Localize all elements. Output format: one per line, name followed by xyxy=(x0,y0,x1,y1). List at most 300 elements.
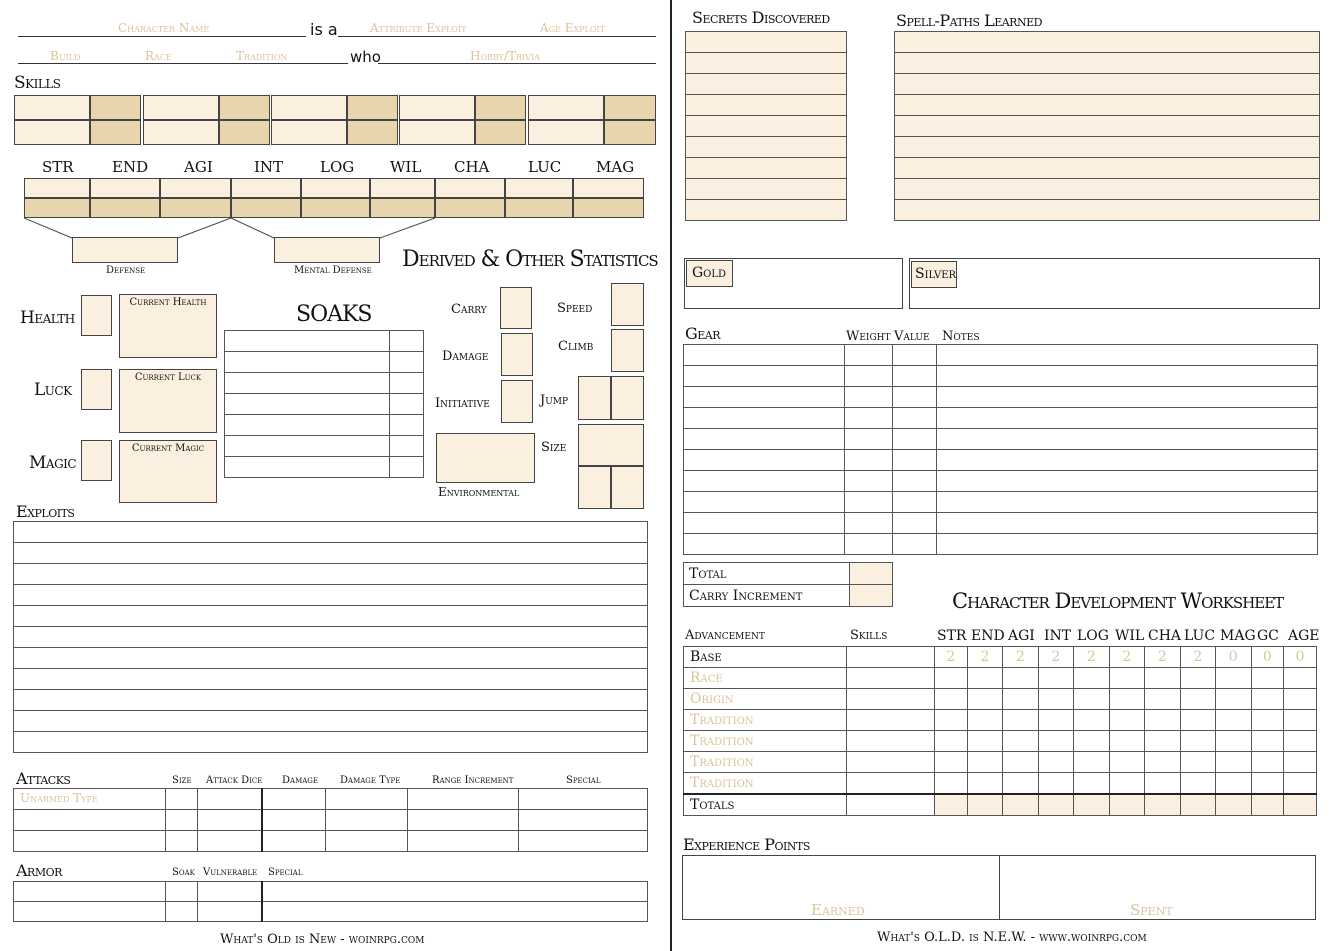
soak-value-cell[interactable] xyxy=(390,415,424,436)
worksheet-attr-cell[interactable] xyxy=(1038,668,1073,689)
worksheet-attr-cell[interactable] xyxy=(1002,731,1038,752)
exploits-table xyxy=(13,521,648,753)
worksheet-row xyxy=(684,752,1317,773)
worksheet-attr-cell[interactable] xyxy=(1073,731,1109,752)
worksheet-attr-cell[interactable] xyxy=(1038,773,1073,794)
worksheet-attr-cell[interactable] xyxy=(1109,773,1144,794)
worksheet-attr-cell[interactable] xyxy=(1109,689,1144,710)
armor-soak-cell[interactable] xyxy=(166,882,198,902)
armor-name-cell[interactable] xyxy=(14,882,166,902)
armor-special-cell[interactable] xyxy=(262,882,648,902)
gear-weight-cell[interactable] xyxy=(845,471,893,492)
exploit-row[interactable] xyxy=(14,564,648,585)
gear-notes-cell[interactable] xyxy=(937,471,1318,492)
worksheet-attr-cell[interactable] xyxy=(1215,668,1251,689)
attr-mod-cell[interactable] xyxy=(160,198,231,218)
attr-cell[interactable] xyxy=(301,178,370,198)
soaks-title: SOAKS xyxy=(296,302,372,327)
worksheet-attr-cell[interactable]: 0 xyxy=(1283,647,1316,668)
worksheet-attr-cell[interactable] xyxy=(1215,752,1251,773)
worksheet-skills-cell[interactable] xyxy=(847,752,935,773)
worksheet-attr-cell[interactable] xyxy=(934,752,967,773)
gear-item-cell[interactable] xyxy=(684,513,845,534)
worksheet-total-cell[interactable] xyxy=(1144,794,1180,816)
initiative-box[interactable] xyxy=(501,380,533,423)
xp-spent-box[interactable] xyxy=(999,855,1316,920)
worksheet-attr-cell[interactable] xyxy=(1073,773,1109,794)
health-label: Health xyxy=(20,308,75,328)
worksheet-attr-cell[interactable] xyxy=(1215,731,1251,752)
gear-notes-cell[interactable] xyxy=(937,492,1318,513)
worksheet-attr-cell[interactable] xyxy=(1038,689,1073,710)
worksheet-attr-cell[interactable]: 2 xyxy=(1002,647,1038,668)
armor-table xyxy=(13,881,648,922)
attr-mod-cell[interactable] xyxy=(573,198,644,218)
skill-value-cell[interactable] xyxy=(475,120,526,145)
jump-box-horizontal[interactable] xyxy=(578,376,611,420)
worksheet-attr-cell[interactable] xyxy=(1251,689,1283,710)
worksheet-total-cell[interactable] xyxy=(934,794,967,816)
gear-weight-cell[interactable] xyxy=(845,492,893,513)
worksheet-attr-cell[interactable] xyxy=(967,731,1002,752)
attack-damage-type-cell[interactable] xyxy=(326,810,408,831)
carry-increment-cell[interactable] xyxy=(850,585,893,607)
worksheet-attr-cell[interactable] xyxy=(1215,710,1251,731)
skill-name-cell[interactable] xyxy=(271,120,347,145)
worksheet-attr-cell[interactable] xyxy=(1073,668,1109,689)
gear-notes-cell[interactable] xyxy=(937,450,1318,471)
attack-name-cell[interactable] xyxy=(14,789,166,810)
worksheet-attr-cell[interactable] xyxy=(1144,773,1180,794)
skill-value-cell[interactable] xyxy=(604,120,656,145)
gear-item-cell[interactable] xyxy=(684,387,845,408)
silver-label: Silver xyxy=(911,261,957,288)
worksheet-row-label: Race xyxy=(684,668,847,689)
worksheet-attr-cell[interactable] xyxy=(1251,668,1283,689)
spellpath-row[interactable] xyxy=(895,158,1320,179)
gear-notes-cell[interactable] xyxy=(937,429,1318,450)
attack-dice-cell[interactable] xyxy=(198,831,263,852)
worksheet-attr-cell[interactable] xyxy=(1002,752,1038,773)
soak-value-cell[interactable] xyxy=(390,373,424,394)
exploit-row[interactable] xyxy=(14,690,648,711)
worksheet-attr-cell[interactable] xyxy=(1073,689,1109,710)
worksheet-attr-cell[interactable]: 2 xyxy=(934,647,967,668)
gear-value-cell[interactable] xyxy=(893,429,937,450)
soak-value-cell[interactable] xyxy=(390,457,424,478)
skill-name-cell[interactable] xyxy=(528,95,604,120)
skill-value-cell[interactable] xyxy=(219,95,270,120)
size-box[interactable] xyxy=(578,424,644,466)
attr-cell[interactable] xyxy=(505,178,573,198)
gear-weight-cell[interactable] xyxy=(845,408,893,429)
worksheet-attr-cell[interactable] xyxy=(934,668,967,689)
worksheet-skills-cell[interactable] xyxy=(847,710,935,731)
skill-name-cell[interactable] xyxy=(271,95,347,120)
worksheet-attr-cell[interactable] xyxy=(967,752,1002,773)
worksheet-attr-cell[interactable] xyxy=(1283,689,1316,710)
worksheet-advancement-header: Advancement xyxy=(685,628,765,643)
current-luck-box[interactable] xyxy=(119,369,217,433)
worksheet-attr-cell[interactable] xyxy=(1251,731,1283,752)
worksheet-total-cell[interactable] xyxy=(1002,794,1038,816)
xp-earned-box[interactable] xyxy=(682,855,1000,920)
worksheet-total-cell[interactable] xyxy=(1215,794,1251,816)
attr-mod-cell[interactable] xyxy=(301,198,370,218)
attack-range-cell[interactable] xyxy=(408,810,519,831)
worksheet-total-cell[interactable] xyxy=(967,794,1002,816)
attr-cell[interactable] xyxy=(435,178,505,198)
gear-notes-cell[interactable] xyxy=(937,366,1318,387)
carry-box[interactable] xyxy=(500,287,532,329)
hobby-line[interactable] xyxy=(378,63,656,64)
worksheet-attr-cell[interactable] xyxy=(1109,752,1144,773)
skill-value-cell[interactable] xyxy=(219,120,270,145)
attr-label-agi: AGI xyxy=(184,158,213,176)
worksheet-attr-cell[interactable] xyxy=(1215,689,1251,710)
attr-cell[interactable] xyxy=(370,178,435,198)
gear-notes-cell[interactable] xyxy=(937,408,1318,429)
armor-vulnerable-cell[interactable] xyxy=(198,882,263,902)
mental-defense-box[interactable] xyxy=(274,237,380,263)
spellpaths-table xyxy=(894,31,1320,221)
spellpath-row[interactable] xyxy=(895,95,1320,116)
carry-label: Carry xyxy=(451,302,487,317)
attr-label-log: LOG xyxy=(320,158,355,176)
skill-value-cell[interactable] xyxy=(604,95,656,120)
soak-value-cell[interactable] xyxy=(390,436,424,457)
worksheet-attr-cell[interactable] xyxy=(1144,668,1180,689)
build-race-tradition-line[interactable] xyxy=(18,63,348,64)
exploit-row[interactable] xyxy=(14,711,648,732)
secret-row[interactable] xyxy=(686,158,847,179)
skill-value-cell[interactable] xyxy=(347,95,398,120)
gear-notes-cell[interactable] xyxy=(937,534,1318,555)
attack-special-cell[interactable] xyxy=(519,831,648,852)
soak-value-cell[interactable] xyxy=(390,394,424,415)
gear-weight-cell[interactable] xyxy=(845,345,893,366)
worksheet-attr-cell[interactable] xyxy=(1180,731,1215,752)
worksheet-attr-cell[interactable] xyxy=(967,773,1002,794)
gear-weight-cell[interactable] xyxy=(845,429,893,450)
worksheet-total-cell[interactable] xyxy=(1073,794,1109,816)
attack-size-cell[interactable] xyxy=(166,831,198,852)
soak-type-cell[interactable] xyxy=(225,436,390,457)
gear-item-cell[interactable] xyxy=(684,429,845,450)
exploit-row[interactable] xyxy=(14,669,648,690)
worksheet-attr-cell[interactable] xyxy=(1180,689,1215,710)
spellpath-row[interactable] xyxy=(895,32,1320,53)
attr-mod-cell[interactable] xyxy=(505,198,573,218)
secret-row[interactable] xyxy=(686,95,847,116)
worksheet-total-cell[interactable] xyxy=(1180,794,1215,816)
worksheet-attr-cell[interactable] xyxy=(1109,710,1144,731)
worksheet-attr-cell[interactable] xyxy=(934,773,967,794)
worksheet-attr-cell[interactable] xyxy=(1109,731,1144,752)
magic-label: Magic xyxy=(29,453,77,473)
secret-row[interactable] xyxy=(686,116,847,137)
exploit-row[interactable] xyxy=(14,543,648,564)
worksheet-attr-cell[interactable]: 2 xyxy=(1073,647,1109,668)
worksheet-attr-cell[interactable] xyxy=(1038,752,1073,773)
attr-mod-cell[interactable] xyxy=(231,198,301,218)
skill-name-cell[interactable] xyxy=(143,95,219,120)
worksheet-attr-cell[interactable] xyxy=(1002,668,1038,689)
worksheet-attr-cell[interactable] xyxy=(1144,731,1180,752)
soak-type-cell[interactable] xyxy=(225,331,390,352)
secret-row[interactable] xyxy=(686,74,847,95)
worksheet-attr-cell[interactable]: 0 xyxy=(1215,647,1251,668)
gear-weight-cell[interactable] xyxy=(845,534,893,555)
attack-special-cell[interactable] xyxy=(519,810,648,831)
worksheet-skills-cell[interactable] xyxy=(847,773,935,794)
worksheet-attr-cell[interactable] xyxy=(967,689,1002,710)
worksheet-attr-cell[interactable] xyxy=(1180,668,1215,689)
attribute-exploit-line[interactable] xyxy=(338,36,656,37)
is-a-label: is a xyxy=(310,20,338,39)
skill-name-cell[interactable] xyxy=(399,120,475,145)
skill-name-cell[interactable] xyxy=(143,120,219,145)
attr-cell[interactable] xyxy=(573,178,644,198)
worksheet-attr-cell[interactable] xyxy=(934,689,967,710)
worksheet-attr-cell[interactable] xyxy=(1002,689,1038,710)
gear-value-cell[interactable] xyxy=(893,345,937,366)
worksheet-row-label: Origin xyxy=(684,689,847,710)
gear-value-cell[interactable] xyxy=(893,534,937,555)
gear-value-cell[interactable] xyxy=(893,450,937,471)
worksheet-title: Character Development Worksheet xyxy=(952,589,1284,613)
environmental-box[interactable] xyxy=(436,433,535,483)
worksheet-skills-cell[interactable] xyxy=(847,731,935,752)
worksheet-attr-cell[interactable] xyxy=(1215,773,1251,794)
exploit-row[interactable] xyxy=(14,732,648,753)
worksheet-attr-cell[interactable] xyxy=(934,731,967,752)
attack-damage-type-cell[interactable] xyxy=(326,789,408,810)
gear-item-cell[interactable] xyxy=(684,366,845,387)
exploit-row[interactable] xyxy=(14,627,648,648)
soak-type-cell[interactable] xyxy=(225,457,390,478)
worksheet-attr-cell[interactable] xyxy=(1002,773,1038,794)
worksheet-attr-cell[interactable] xyxy=(1283,731,1316,752)
worksheet-totals-skills-cell[interactable] xyxy=(847,794,935,816)
gear-value-cell[interactable] xyxy=(893,387,937,408)
armor-special-cell[interactable] xyxy=(262,902,648,922)
luck-box[interactable] xyxy=(81,369,112,410)
worksheet-attr-cell[interactable] xyxy=(1283,752,1316,773)
worksheet-attr-cell[interactable]: 2 xyxy=(1180,647,1215,668)
worksheet-attr-cell[interactable] xyxy=(934,710,967,731)
attr-label-wil: WIL xyxy=(390,158,422,176)
current-health-label: Current Health xyxy=(129,297,207,308)
defense-box[interactable] xyxy=(72,237,178,263)
worksheet-attr-cell[interactable] xyxy=(1283,668,1316,689)
attack-damage-cell[interactable] xyxy=(262,810,326,831)
worksheet-attr-cell[interactable] xyxy=(1180,752,1215,773)
worksheet-attr-cell[interactable] xyxy=(1038,710,1073,731)
worksheet-attr-cell[interactable]: 0 xyxy=(1251,647,1283,668)
exploit-row[interactable] xyxy=(14,648,648,669)
gear-item-cell[interactable] xyxy=(684,471,845,492)
gear-notes-cell[interactable] xyxy=(937,513,1318,534)
attack-damage-cell[interactable] xyxy=(262,831,326,852)
attr-label-mag: MAG xyxy=(596,158,635,176)
soak-type-cell[interactable] xyxy=(225,415,390,436)
skill-name-cell[interactable] xyxy=(399,95,475,120)
worksheet-total-cell[interactable] xyxy=(1109,794,1144,816)
attr-mod-cell[interactable] xyxy=(24,198,90,218)
current-health-box[interactable] xyxy=(119,294,217,358)
attack-name-cell[interactable] xyxy=(14,810,166,831)
worksheet-attr-cell[interactable] xyxy=(1144,710,1180,731)
gear-item-cell[interactable] xyxy=(684,492,845,513)
worksheet-attr-cell[interactable] xyxy=(1251,773,1283,794)
gear-value-cell[interactable] xyxy=(893,366,937,387)
current-magic-box[interactable] xyxy=(119,440,217,503)
attr-cell[interactable] xyxy=(90,178,160,198)
attack-range-cell[interactable] xyxy=(408,789,519,810)
skill-value-cell[interactable] xyxy=(90,95,141,120)
soak-value-cell[interactable] xyxy=(390,352,424,373)
spellpath-row[interactable] xyxy=(895,53,1320,74)
gear-item-cell[interactable] xyxy=(684,534,845,555)
soak-type-cell[interactable] xyxy=(225,352,390,373)
attack-damage-type-cell[interactable] xyxy=(326,831,408,852)
spellpath-row[interactable] xyxy=(895,200,1320,221)
attr-mod-cell[interactable] xyxy=(90,198,160,218)
worksheet-attr-cell[interactable] xyxy=(1283,710,1316,731)
secret-row[interactable] xyxy=(686,137,847,158)
gear-total-label: Total xyxy=(684,563,850,585)
worksheet-skills-cell[interactable] xyxy=(847,647,935,668)
worksheet-attr-cell[interactable] xyxy=(1251,710,1283,731)
gear-item-cell[interactable] xyxy=(684,408,845,429)
worksheet-attr-cell[interactable] xyxy=(1144,752,1180,773)
worksheet-attr-cell[interactable]: 2 xyxy=(1038,647,1073,668)
speed-box[interactable] xyxy=(611,283,644,326)
worksheet-attr-cell[interactable] xyxy=(1251,752,1283,773)
worksheet-attr-cell[interactable] xyxy=(967,668,1002,689)
gear-col-value: Value xyxy=(894,329,930,344)
attr-cell[interactable] xyxy=(160,178,231,198)
skill-value-cell[interactable] xyxy=(475,95,526,120)
worksheet-skills-cell[interactable] xyxy=(847,689,935,710)
attack-range-cell[interactable] xyxy=(408,831,519,852)
gear-total-cell[interactable] xyxy=(850,563,893,585)
build-placeholder: Build xyxy=(50,49,81,63)
exploit-row[interactable] xyxy=(14,522,648,543)
worksheet-attr-cell[interactable]: 2 xyxy=(1144,647,1180,668)
secret-row[interactable] xyxy=(686,179,847,200)
worksheet-total-cell[interactable] xyxy=(1038,794,1073,816)
armor-name-cell[interactable] xyxy=(14,902,166,922)
worksheet-attr-cell[interactable] xyxy=(1283,773,1316,794)
armor-soak-cell[interactable] xyxy=(166,902,198,922)
attack-damage-cell[interactable] xyxy=(262,789,326,810)
skill-name-cell[interactable] xyxy=(14,95,90,120)
armor-vulnerable-cell[interactable] xyxy=(198,902,263,922)
climb-box[interactable] xyxy=(611,329,644,372)
gear-weight-cell[interactable] xyxy=(845,513,893,534)
worksheet-attr-cell[interactable] xyxy=(1180,710,1215,731)
exploit-row[interactable] xyxy=(14,585,648,606)
secret-row[interactable] xyxy=(686,32,847,53)
worksheet-skills-cell[interactable] xyxy=(847,668,935,689)
attr-mod-cell[interactable] xyxy=(435,198,505,218)
mental-defense-label: Mental Defense xyxy=(294,265,372,276)
worksheet-attr-cell[interactable] xyxy=(1002,710,1038,731)
skill-name-cell[interactable] xyxy=(14,120,90,145)
carry-increment-label: Carry Increment xyxy=(684,585,850,607)
attack-size-cell[interactable] xyxy=(166,810,198,831)
worksheet-attr-cell[interactable] xyxy=(967,710,1002,731)
health-box[interactable] xyxy=(81,295,112,336)
gear-notes-cell[interactable] xyxy=(937,345,1318,366)
skill-value-cell[interactable] xyxy=(347,120,398,145)
gear-value-cell[interactable] xyxy=(893,513,937,534)
worksheet-total-cell[interactable] xyxy=(1251,794,1283,816)
worksheet-attr-cell[interactable] xyxy=(1038,731,1073,752)
gear-value-cell[interactable] xyxy=(893,471,937,492)
worksheet-attr-cell[interactable]: 2 xyxy=(967,647,1002,668)
worksheet-row-label: Tradition xyxy=(684,731,847,752)
silver-box[interactable] xyxy=(909,258,1320,309)
exploit-row[interactable] xyxy=(14,606,648,627)
worksheet-attr-cell[interactable]: 2 xyxy=(1109,647,1144,668)
jump-box-vertical[interactable] xyxy=(611,376,644,420)
worksheet-attr-cell[interactable] xyxy=(1073,752,1109,773)
attacks-col-special: Special xyxy=(566,775,601,786)
spellpath-row[interactable] xyxy=(895,74,1320,95)
size-box-b[interactable] xyxy=(611,466,644,509)
attr-cell[interactable] xyxy=(231,178,301,198)
secret-row[interactable] xyxy=(686,200,847,221)
worksheet-attr-cell[interactable] xyxy=(1073,710,1109,731)
gear-weight-cell[interactable] xyxy=(845,450,893,471)
gear-weight-cell[interactable] xyxy=(845,387,893,408)
gear-value-cell[interactable] xyxy=(893,492,937,513)
worksheet-attr-cell[interactable] xyxy=(1144,689,1180,710)
spellpath-row[interactable] xyxy=(895,116,1320,137)
attack-name-cell[interactable] xyxy=(14,831,166,852)
worksheet-attr-cell[interactable] xyxy=(1109,668,1144,689)
worksheet-total-cell[interactable] xyxy=(1283,794,1316,816)
skill-value-cell[interactable] xyxy=(90,120,141,145)
worksheet-attr-cell[interactable] xyxy=(1180,773,1215,794)
gear-item-cell[interactable] xyxy=(684,450,845,471)
gear-item-cell[interactable] xyxy=(684,345,845,366)
size-box-a[interactable] xyxy=(578,466,611,509)
gear-weight-cell[interactable] xyxy=(845,366,893,387)
spellpath-row[interactable] xyxy=(895,179,1320,200)
skill-name-cell[interactable] xyxy=(528,120,604,145)
attack-dice-cell[interactable] xyxy=(198,789,263,810)
magic-box[interactable] xyxy=(81,440,112,481)
soak-value-cell[interactable] xyxy=(390,331,424,352)
secret-row[interactable] xyxy=(686,53,847,74)
spellpath-row[interactable] xyxy=(895,137,1320,158)
damage-box[interactable] xyxy=(501,333,533,376)
gear-value-cell[interactable] xyxy=(893,408,937,429)
gear-notes-cell[interactable] xyxy=(937,387,1318,408)
attr-mod-cell[interactable] xyxy=(370,198,435,218)
soak-type-cell[interactable] xyxy=(225,394,390,415)
character-name-line[interactable] xyxy=(18,36,306,37)
attack-special-cell[interactable] xyxy=(519,789,648,810)
soak-type-cell[interactable] xyxy=(225,373,390,394)
attr-cell[interactable] xyxy=(24,178,90,198)
attack-size-cell[interactable] xyxy=(166,789,198,810)
attack-dice-cell[interactable] xyxy=(198,810,263,831)
